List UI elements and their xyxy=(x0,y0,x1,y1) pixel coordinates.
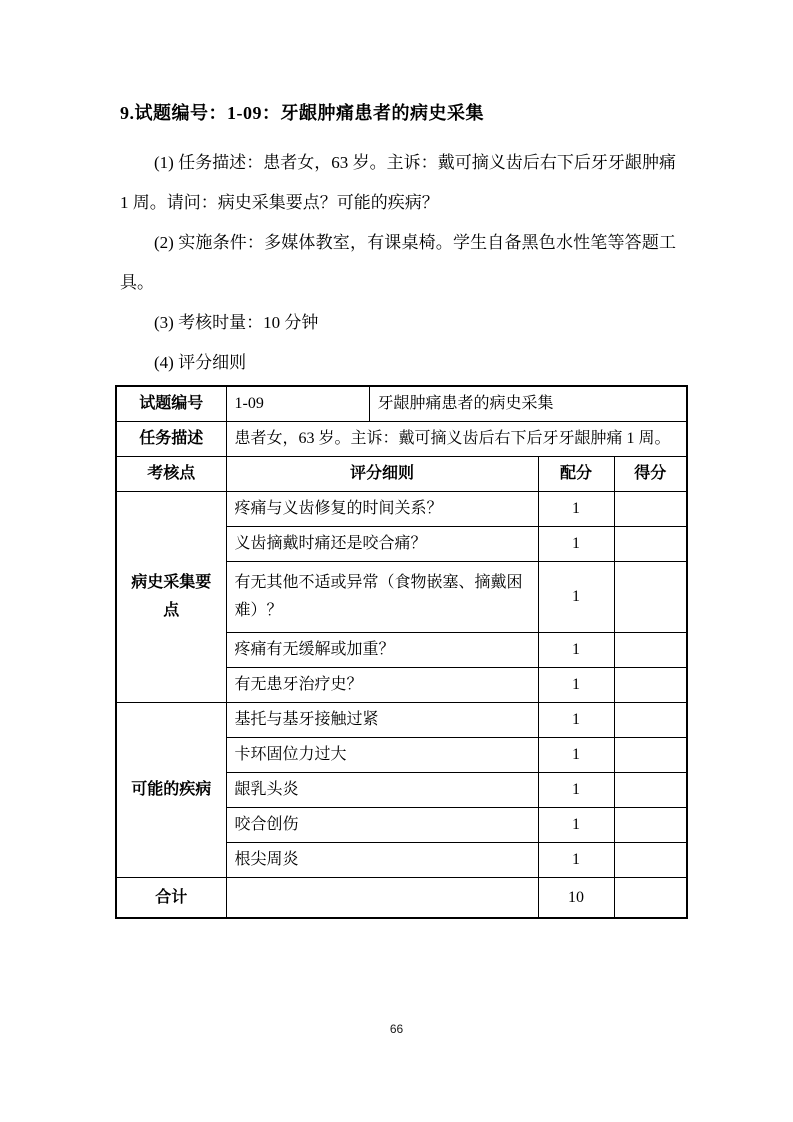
score-cell: 1 xyxy=(538,668,614,703)
total-label-cell: 合计 xyxy=(116,878,226,919)
earned-cell xyxy=(614,703,687,738)
criterion-cell: 有无患牙治疗史？ xyxy=(226,668,538,703)
earned-cell xyxy=(614,562,687,633)
table-row xyxy=(116,492,687,527)
score-cell: 1 xyxy=(538,843,614,878)
exam-code-label-cell: 试题编号 xyxy=(116,386,226,422)
criterion-cell: 卡环固位力过大 xyxy=(226,738,538,773)
criterion-cell: 咬合创伤 xyxy=(226,808,538,843)
earned-cell xyxy=(614,492,687,527)
exam-title-cell: 牙龈肿痛患者的病史采集 xyxy=(369,386,687,422)
earned-cell xyxy=(614,633,687,668)
score-cell: 1 xyxy=(538,527,614,562)
criterion-cell: 疼痛与义齿修复的时间关系？ xyxy=(226,492,538,527)
task-label-cell: 任务描述 xyxy=(116,422,226,457)
page-number: 66 xyxy=(389,1022,404,1036)
doc-title: 9.试题编号：1-09：牙龈肿痛患者的病史采集 xyxy=(120,103,484,123)
paragraph-task-description: (1) 任务描述：患者女，63 岁。主诉：戴可摘义齿后右下后牙牙龈肿痛 1 周。请问：病史采集要点？可能的疾病？ xyxy=(120,153,676,212)
total-earned-cell xyxy=(614,878,687,919)
earned-cell xyxy=(614,738,687,773)
total-empty-cell xyxy=(226,878,538,919)
score-cell: 1 xyxy=(538,738,614,773)
earned-cell xyxy=(614,668,687,703)
task-description-row xyxy=(116,422,687,457)
total-row xyxy=(116,878,687,919)
score-cell: 1 xyxy=(538,492,614,527)
criterion-cell: 基托与基牙接触过紧 xyxy=(226,703,538,738)
intro-paragraphs xyxy=(120,143,676,383)
header-checkpoint-cell: 考核点 xyxy=(116,457,226,492)
header-points-cell: 配分 xyxy=(538,457,614,492)
earned-cell xyxy=(614,808,687,843)
total-score-cell: 10 xyxy=(538,878,614,919)
group-name-cell: 可能的疾病 xyxy=(116,703,226,878)
criterion-cell: 有无其他不适或异常（食物嵌塞、摘戴困难）？ xyxy=(226,562,538,633)
earned-cell xyxy=(614,527,687,562)
score-cell: 1 xyxy=(538,808,614,843)
paragraph-duration: (3) 考核时量：10 分钟 xyxy=(154,313,319,332)
criterion-cell: 龈乳头炎 xyxy=(226,773,538,808)
exam-code-row xyxy=(116,386,687,422)
scoring-table xyxy=(115,385,688,919)
earned-cell xyxy=(614,843,687,878)
score-cell: 1 xyxy=(538,633,614,668)
task-text-cell: 患者女，63 岁。主诉：戴可摘义齿后右下后牙牙龈肿痛 1 周。 xyxy=(226,422,687,457)
criterion-cell: 义齿摘戴时痛还是咬合痛？ xyxy=(226,527,538,562)
column-header-row xyxy=(116,457,687,492)
paragraph-rubric-heading: (4) 评分细则 xyxy=(154,353,247,372)
score-cell: 1 xyxy=(538,703,614,738)
group-name-cell: 病史采集要点 xyxy=(116,492,226,703)
exam-code-cell: 1-09 xyxy=(226,386,369,422)
earned-cell xyxy=(614,773,687,808)
score-cell: 1 xyxy=(538,773,614,808)
table-row xyxy=(116,703,687,738)
header-criteria-cell: 评分细则 xyxy=(226,457,538,492)
paragraph-conditions: (2) 实施条件：多媒体教室，有课桌椅。学生自备黑色水性笔等答题工具。 xyxy=(120,233,676,292)
criterion-cell: 疼痛有无缓解或加重？ xyxy=(226,633,538,668)
header-earned-cell: 得分 xyxy=(614,457,687,492)
criterion-cell: 根尖周炎 xyxy=(226,843,538,878)
score-cell: 1 xyxy=(538,562,614,633)
